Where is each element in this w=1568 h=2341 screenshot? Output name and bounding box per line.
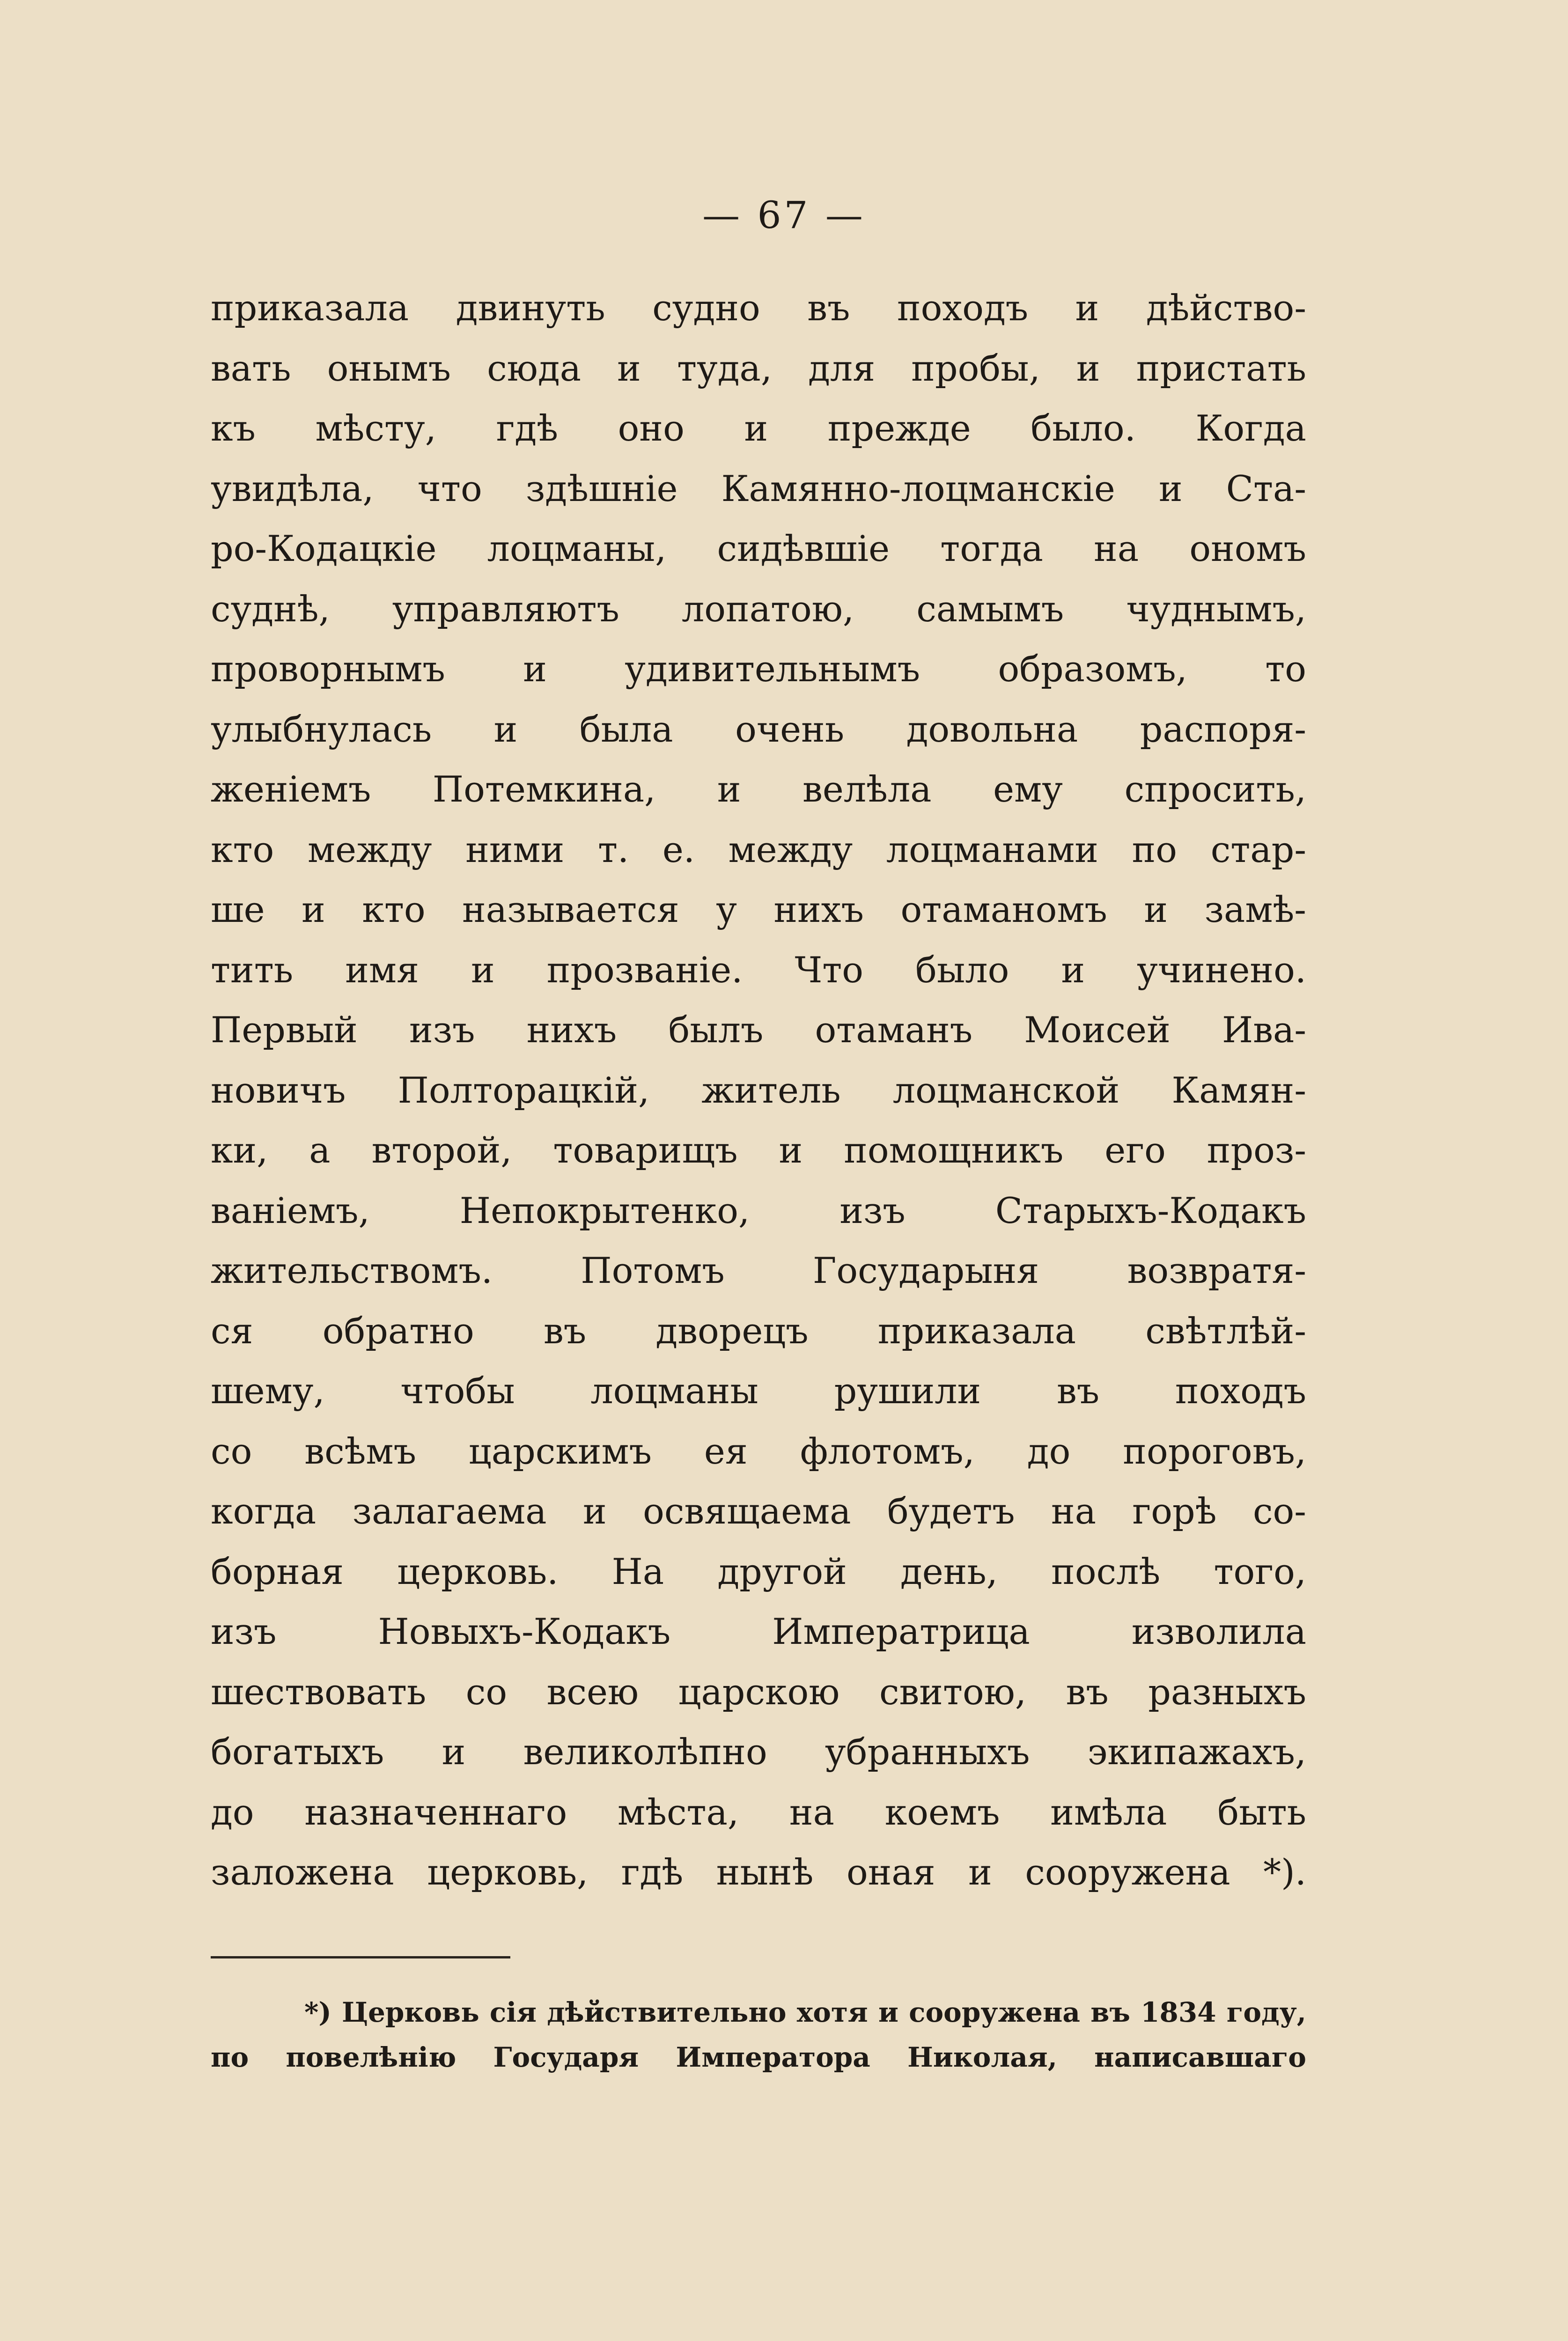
text-line: ся обратно въ дворецъ приказала свѣтлѣй- bbox=[211, 1310, 1306, 1352]
text-line: тить имя и прозваніе. Что было и учинено. bbox=[211, 949, 1306, 991]
text-line: шему, чтобы лоцманы рушили въ походъ bbox=[211, 1370, 1306, 1412]
text-line: борная церковь. На другой день, послѣ того, bbox=[211, 1550, 1306, 1592]
text-line: новичъ Полторацкій, житель лоцманской Камян- bbox=[211, 1069, 1306, 1111]
footnote-line: *) Церковь сія дѣйствительно хотя и сооружена въ 1834 году, bbox=[304, 1996, 1306, 2028]
text-line: женіемъ Потемкина, и велѣла ему спросить, bbox=[211, 768, 1306, 810]
text-line: улыбнулась и была очень довольна распоря- bbox=[211, 708, 1306, 750]
text-line: ваніемъ, Непокрытенко, изъ Старыхъ-Кодакъ bbox=[211, 1189, 1306, 1231]
text-line: со всѣмъ царскимъ ея флотомъ, до пороговъ, bbox=[211, 1430, 1306, 1472]
text-line: кто между ними т. е. между лоцманами по стар- bbox=[211, 828, 1306, 870]
text-line: проворнымъ и удивительнымъ образомъ, то bbox=[211, 648, 1306, 690]
footnote-rule bbox=[211, 1956, 510, 1958]
text-line: приказала двинуть судно въ походъ и дѣйство- bbox=[211, 287, 1306, 329]
text-line: жительствомъ. Потомъ Государыня возвратя- bbox=[211, 1250, 1306, 1291]
text-line: когда залагаема и освящаема будетъ на горѣ со- bbox=[211, 1490, 1306, 1532]
text-line: вать онымъ сюда и туда, для пробы, и пристать bbox=[211, 347, 1306, 389]
text-line: Первый изъ нихъ былъ отаманъ Моисей Ива- bbox=[211, 1009, 1306, 1051]
text-line: изъ Новыхъ-Кодакъ Императрица изволила bbox=[211, 1611, 1306, 1652]
text-line: ше и кто называется у нихъ отаманомъ и замѣ- bbox=[211, 889, 1306, 930]
body-text bbox=[211, 278, 1306, 1903]
text-line: къ мѣсту, гдѣ оно и прежде было. Когда bbox=[211, 407, 1306, 449]
text-line: суднѣ, управляютъ лопатою, самымъ чуднымъ, bbox=[211, 588, 1306, 630]
footnote-line: по повелѣнію Государя Императора Николая, написавшаго bbox=[211, 2041, 1306, 2073]
page-number: — 67 — bbox=[702, 193, 866, 237]
text-line: ки, а второй, товарищъ и помощникъ его проз- bbox=[211, 1129, 1306, 1171]
text-line: богатыхъ и великолѣпно убранныхъ экипажахъ, bbox=[211, 1731, 1306, 1773]
text-line: шествовать со всею царскою свитою, въ разныхъ bbox=[211, 1671, 1306, 1713]
text-line: увидѣла, что здѣшніе Камянно-лоцманскіе и Ста- bbox=[211, 467, 1306, 509]
text-line: заложена церковь, гдѣ нынѣ оная и сооружена *). bbox=[211, 1851, 1306, 1893]
text-line: ро-Кодацкіе лоцманы, сидѣвшіе тогда на ономъ bbox=[211, 528, 1306, 569]
footnote bbox=[211, 1990, 1306, 2080]
text-line: до назначеннаго мѣста, на коемъ имѣла быть bbox=[211, 1791, 1306, 1833]
